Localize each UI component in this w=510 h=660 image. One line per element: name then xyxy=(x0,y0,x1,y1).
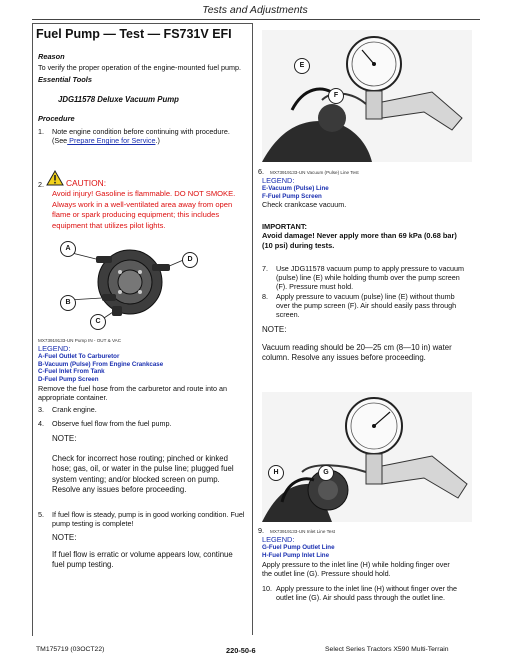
tools-heading: Essential Tools xyxy=(38,75,92,84)
prepare-engine-link[interactable]: Prepare Engine for Service xyxy=(67,136,156,145)
callout-d: D xyxy=(182,252,198,268)
right-note-label: NOTE: xyxy=(262,325,287,334)
note-2-label: NOTE: xyxy=(52,533,77,542)
callout-h: H xyxy=(268,465,284,481)
figure-2-legend-title: LEGEND: xyxy=(262,176,295,185)
figure-3-caption: MX73919133-UN Inlet Line Test xyxy=(270,529,336,534)
caution-text: Avoid injury! Gasoline is flammable. DO NOT SMOKE. Always work in a well-ventilated area away from open flame or spark producing equipment; this includes equipment that utilizes pilot lights. xyxy=(52,189,236,230)
step-7-number: 7. xyxy=(262,264,268,273)
important-label: IMPORTANT: xyxy=(262,222,308,231)
remove-hose-text: Remove the fuel hose from the carburetor and route into an appropriate container. xyxy=(38,384,227,402)
step-8-number: 8. xyxy=(262,292,268,301)
step-4-text: Observe fuel flow from the fuel pump. xyxy=(52,419,172,428)
callout-b: B xyxy=(60,295,76,311)
procedure-heading: Procedure xyxy=(38,114,75,123)
step-5-number: 5. xyxy=(38,510,44,519)
step-1-number: 1. xyxy=(38,127,44,136)
section-header: Tests and Adjustments xyxy=(202,4,308,16)
step-9-number: 9. xyxy=(258,526,264,535)
step-2-number: 2. xyxy=(38,180,44,189)
caution-label: CAUTION: xyxy=(66,178,107,188)
step-9-text: Apply pressure to the inlet line (H) while holding finger over the outlet line (G). Pressure should hold. xyxy=(262,560,450,578)
important-text: Avoid damage! Never apply more than 69 kPa (0.68 bar) (10 psi) during tests. xyxy=(262,231,457,250)
column-divider xyxy=(252,23,253,635)
tool-name: JDG11578 Deluxe Vacuum Pump xyxy=(58,95,179,104)
callout-a: A xyxy=(60,241,76,257)
figure-3-legend: G-Fuel Pump Outlet Line H-Fuel Pump Inlet Line xyxy=(262,544,335,559)
vacuum-line-test-photo xyxy=(262,30,472,162)
callout-e: E xyxy=(294,58,310,74)
reason-text: To verify the proper operation of the engine-mounted fuel pump. xyxy=(38,63,241,72)
figure-1-caption: MX73919133-UN Pump IN - OUT & VAC xyxy=(38,338,122,343)
callout-f: F xyxy=(328,88,344,104)
footer-product: Select Series Tractors X590 Multi-Terrain xyxy=(325,646,449,653)
callout-c: C xyxy=(90,314,106,330)
warning-triangle-icon xyxy=(46,170,64,191)
footer-page-number: 220-50-6 xyxy=(226,646,256,655)
step-1-ref: (See Prepare Engine for Service.) xyxy=(52,136,160,145)
note-text: Check for incorrect hose routing; pinched or kinked hose; gas, oil, or water in the pulse line; plugged fuel system venting; and/or blocked screen on pump. Resolve any issues before proceeding. xyxy=(52,454,234,495)
footer-doc-id: TM175719 (03OCT22) xyxy=(36,646,105,653)
figure-3-legend-title: LEGEND: xyxy=(262,535,295,544)
step-3-text: Crank engine. xyxy=(52,405,97,414)
callout-g: G xyxy=(318,465,334,481)
step-5-text: If fuel flow is steady, pump is in good working condition. Fuel pump testing is complete! xyxy=(52,510,245,528)
step-4-number: 4. xyxy=(38,419,44,428)
figure-1-legend: A-Fuel Outlet To Carburetor B-Vacuum (Pulse) From Engine Crankcase C-Fuel Inlet From Tank D-Fuel Pump Screen xyxy=(38,353,164,383)
figure-2-legend: E-Vacuum (Pulse) Line F-Fuel Pump Screen xyxy=(262,185,329,200)
inlet-line-test-photo xyxy=(262,392,472,522)
step-3-number: 3. xyxy=(38,405,44,414)
step-6-number: 6. xyxy=(258,167,264,176)
step-10-number: 10. xyxy=(262,584,272,593)
figure-2-caption: MX73919133-UN Vacuum (Pulse) Line Test xyxy=(270,170,359,175)
step-10-text: Apply pressure to the inlet line (H) without finger over the outlet line (G). Air should pass through the outlet line. xyxy=(276,584,457,602)
step-1-text: Note engine condition before continuing with procedure. xyxy=(52,127,230,136)
right-note-text: Vacuum reading should be 20—25 cm (8—10 in) water column. Resolve any issues before proceeding. xyxy=(262,343,452,363)
step-8-text: Apply pressure to vacuum (pulse) line (E) without thumb over the pump screen (F). Air should easily pass through screen. xyxy=(276,292,457,319)
note-2-text: If fuel flow is erratic or volume appears low, continue fuel pump testing. xyxy=(52,550,233,570)
reason-heading: Reason xyxy=(38,52,65,61)
header-rule xyxy=(32,19,480,20)
step-7-text: Use JDG11578 vacuum pump to apply pressure to vacuum (pulse) line (E) while holding thumb over the pump screen (F). Pressure must hold. xyxy=(276,264,465,291)
figure-1-legend-title: LEGEND: xyxy=(38,344,71,353)
page-title: Fuel Pump — Test — FS731V EFI xyxy=(36,27,232,41)
step-6-text: Check crankcase vacuum. xyxy=(262,200,347,209)
note-label: NOTE: xyxy=(52,434,77,443)
